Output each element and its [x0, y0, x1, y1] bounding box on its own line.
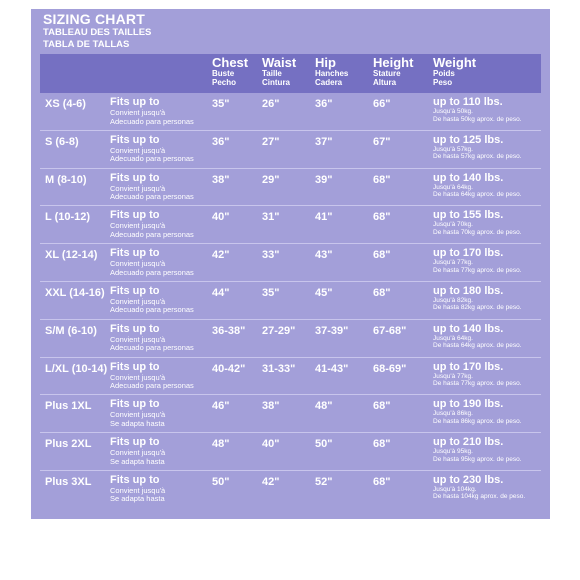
table-row: [40, 358, 541, 396]
header-chest: Chest Buste Pecho: [212, 55, 249, 87]
fits-text: Fits up to Convient jusqu'à Adecuado para personas: [110, 209, 194, 239]
size-label: S (6-8): [45, 135, 79, 148]
weight-value: up to 155 lbs. Jusqu'à 70kg. De hasta 70kg aprox. de peso.: [433, 209, 522, 236]
size-label: M (8-10): [45, 173, 87, 186]
waist-value: 31-33": [262, 362, 296, 375]
weight-value: up to 170 lbs. Jusqu'à 77kg. De hasta 77kg aprox. de peso.: [433, 360, 522, 388]
chest-value: 38": [212, 173, 230, 186]
header-hip: Hip Hanches Cadera: [315, 55, 349, 87]
fits-text: Fits up to Convient jusqu'à Adecuado para personas: [110, 96, 194, 126]
header-weight: Weight Poids Peso: [433, 55, 477, 87]
chest-value: 40": [212, 211, 230, 224]
hip-value: 43": [315, 249, 333, 262]
weight-value: up to 170 lbs. Jusqu'à 77kg. De hasta 77kg aprox. de peso.: [433, 247, 522, 274]
header-height: Height Stature Altura: [373, 55, 414, 87]
hip-value: 37": [315, 135, 333, 148]
chest-value: 46": [212, 400, 230, 413]
table-row: [40, 395, 541, 433]
size-label: Plus 2XL: [45, 438, 92, 451]
fits-text: Fits up to Convient jusqu'à Adecuado para personas: [110, 360, 194, 391]
hip-value: 45": [315, 286, 333, 299]
chest-value: 35": [212, 98, 230, 110]
table-row: [40, 320, 541, 358]
waist-value: 35": [262, 286, 280, 299]
height-value: 67-68": [373, 324, 407, 337]
waist-value: 26": [262, 98, 280, 110]
waist-value: 27": [262, 135, 280, 148]
height-value: 68": [373, 211, 391, 224]
chart-title: SIZING CHART: [43, 11, 145, 27]
chart-title-fr: TABLEAU DES TAILLES: [43, 27, 152, 38]
chest-value: 36": [212, 135, 230, 148]
size-label: S/M (6-10): [45, 324, 97, 337]
chart-title-es: TABLA DE TALLAS: [43, 38, 130, 50]
weight-value: up to 140 lbs. Jusqu'à 64kg. De hasta 64kg aprox. de peso.: [433, 171, 522, 199]
chest-value: 42": [212, 249, 230, 262]
hip-value: 41-43": [315, 362, 349, 375]
height-value: 68": [373, 286, 391, 299]
weight-value: up to 140 lbs. Jusqu'à 64kg. De hasta 64kg aprox. de peso.: [433, 322, 522, 350]
height-value: 66": [373, 98, 391, 110]
size-label: Plus 3XL: [45, 475, 92, 488]
height-value: 68": [373, 438, 391, 451]
table-row: [40, 433, 541, 471]
weight-value: up to 110 lbs. Jusqu'à 50kg. De hasta 50kg aprox. de peso.: [433, 96, 522, 123]
waist-value: 42": [262, 475, 280, 488]
chest-value: 36-38": [212, 324, 246, 337]
fits-text: Fits up to Convient jusqu'à Adecuado para personas: [110, 133, 194, 164]
size-label: XL (12-14): [45, 249, 98, 262]
waist-value: 38": [262, 400, 280, 413]
hip-value: 37-39": [315, 324, 349, 337]
table-row: [40, 244, 541, 282]
hip-value: 36": [315, 98, 333, 110]
table-row: [40, 471, 541, 509]
table-header: [40, 54, 541, 93]
height-value: 67": [373, 135, 391, 148]
size-label: XXL (14-16): [45, 286, 105, 299]
fits-text: Fits up to Convient jusqu'à Adecuado para personas: [110, 247, 194, 277]
header-waist: Waist Taille Cintura: [262, 55, 297, 87]
fits-text: Fits up to Convient jusqu'à Se adapta hasta: [110, 436, 166, 466]
waist-value: 33": [262, 249, 280, 262]
size-rows: [40, 93, 541, 509]
waist-value: 27-29": [262, 324, 296, 337]
waist-value: 29": [262, 173, 280, 186]
weight-value: up to 180 lbs. Jusqu'à 82kg. De hasta 82kg aprox. de peso.: [433, 284, 522, 312]
size-label: Plus 1XL: [45, 400, 92, 413]
fits-text: Fits up to Convient jusqu'à Se adapta hasta: [110, 473, 166, 504]
weight-value: up to 210 lbs. Jusqu'à 95kg. De hasta 95kg aprox. de peso.: [433, 436, 522, 463]
height-value: 68": [373, 400, 391, 413]
table-row: [40, 93, 541, 131]
size-label: XS (4-6): [45, 98, 86, 110]
fits-text: Fits up to Convient jusqu'à Adecuado para personas: [110, 171, 194, 202]
fits-text: Fits up to Convient jusqu'à Se adapta hasta: [110, 398, 166, 428]
weight-value: up to 230 lbs. Jusqu'à 104kg. De hasta 104kg aprox. de peso.: [433, 473, 526, 501]
hip-value: 52": [315, 475, 333, 488]
height-value: 68": [373, 475, 391, 488]
hip-value: 39": [315, 173, 333, 186]
chest-value: 50": [212, 475, 230, 488]
chest-value: 40-42": [212, 362, 246, 375]
size-label: L/XL (10-14): [45, 362, 108, 375]
hip-value: 50": [315, 438, 333, 451]
hip-value: 41": [315, 211, 333, 224]
fits-text: Fits up to Convient jusqu'à Adecuado para personas: [110, 284, 194, 315]
height-value: 68-69": [373, 362, 407, 375]
waist-value: 31": [262, 211, 280, 224]
height-value: 68": [373, 249, 391, 262]
chest-value: 48": [212, 438, 230, 451]
table-row: [40, 206, 541, 244]
fits-text: Fits up to Convient jusqu'à Adecuado para personas: [110, 322, 194, 353]
hip-value: 48": [315, 400, 333, 413]
table-row: [40, 169, 541, 207]
waist-value: 40": [262, 438, 280, 451]
weight-value: up to 125 lbs. Jusqu'à 57kg. De hasta 57kg aprox. de peso.: [433, 133, 522, 161]
table-row: [40, 282, 541, 320]
sizing-chart-panel: [31, 9, 550, 519]
chest-value: 44": [212, 286, 230, 299]
size-label: L (10-12): [45, 211, 91, 224]
table-row: [40, 131, 541, 169]
weight-value: up to 190 lbs. Jusqu'à 86kg. De hasta 86kg aprox. de peso.: [433, 398, 522, 425]
chart-title-block: [43, 12, 151, 49]
height-value: 68": [373, 173, 391, 186]
